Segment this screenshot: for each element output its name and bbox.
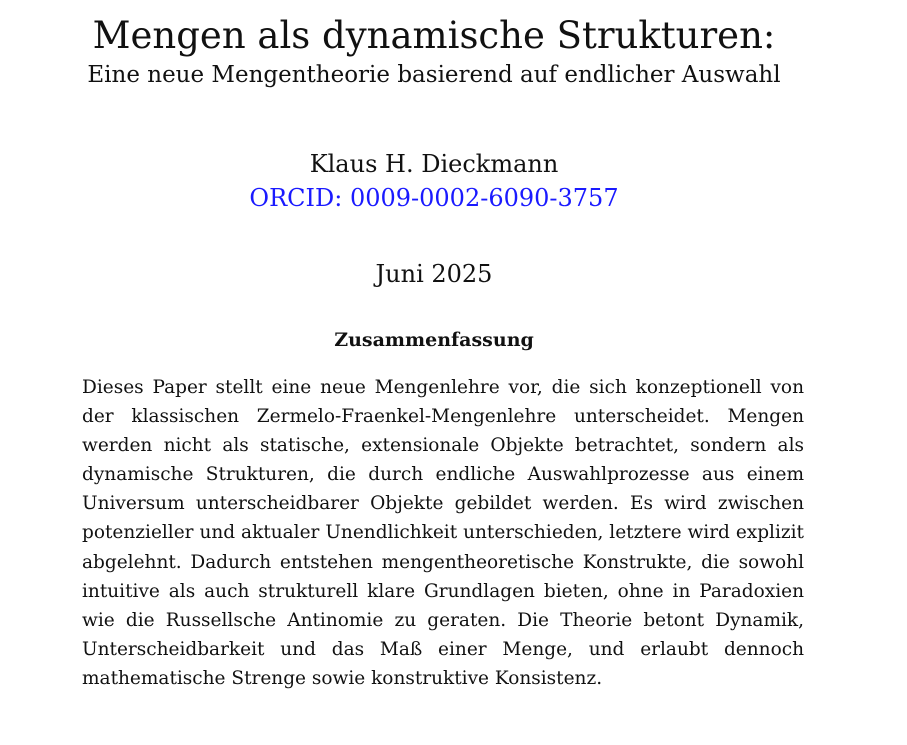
publication-date: Juni 2025: [375, 260, 493, 288]
paper-subtitle: Eine neue Mengentheorie basierend auf endlicher Auswahl: [87, 62, 781, 88]
abstract-heading: Zusammenfassung: [334, 329, 534, 351]
orcid-link[interactable]: ORCID: 0009-0002-6090-3757: [249, 184, 619, 212]
author-name: Klaus H. Dieckmann: [309, 150, 559, 178]
abstract-text: Dieses Paper stellt eine neue Mengenlehre vor, die sich konzeptionell von der klassischen Zermelo-Fraenkel-Mengenlehre unterscheidet. Mengen werden nicht als statische, extensionale Objekte betrachtet, sondern als dynamische Strukturen, die durch endliche Auswahlprozesse aus einem Universum unterscheidbarer Objekte gebildet werden. Es wird zwischen potenzieller und aktualer Unendlichkeit unterschieden, letztere wird explizit abgelehnt. Dadurch entstehen mengentheoretische Konstrukte, die sowohl intuitive als auch strukturell klare Grundlagen bieten, ohne in Paradoxien wie die Russellsche Antinomie zu geraten. Die Theorie betont Dynamik, Unterscheidbarkeit und das Maß einer Menge, und erlaubt dennoch mathematische Strenge sowie konstruktive Konsistenz.: [82, 377, 804, 689]
paper-title: Mengen als dynamische Strukturen:: [92, 14, 776, 57]
